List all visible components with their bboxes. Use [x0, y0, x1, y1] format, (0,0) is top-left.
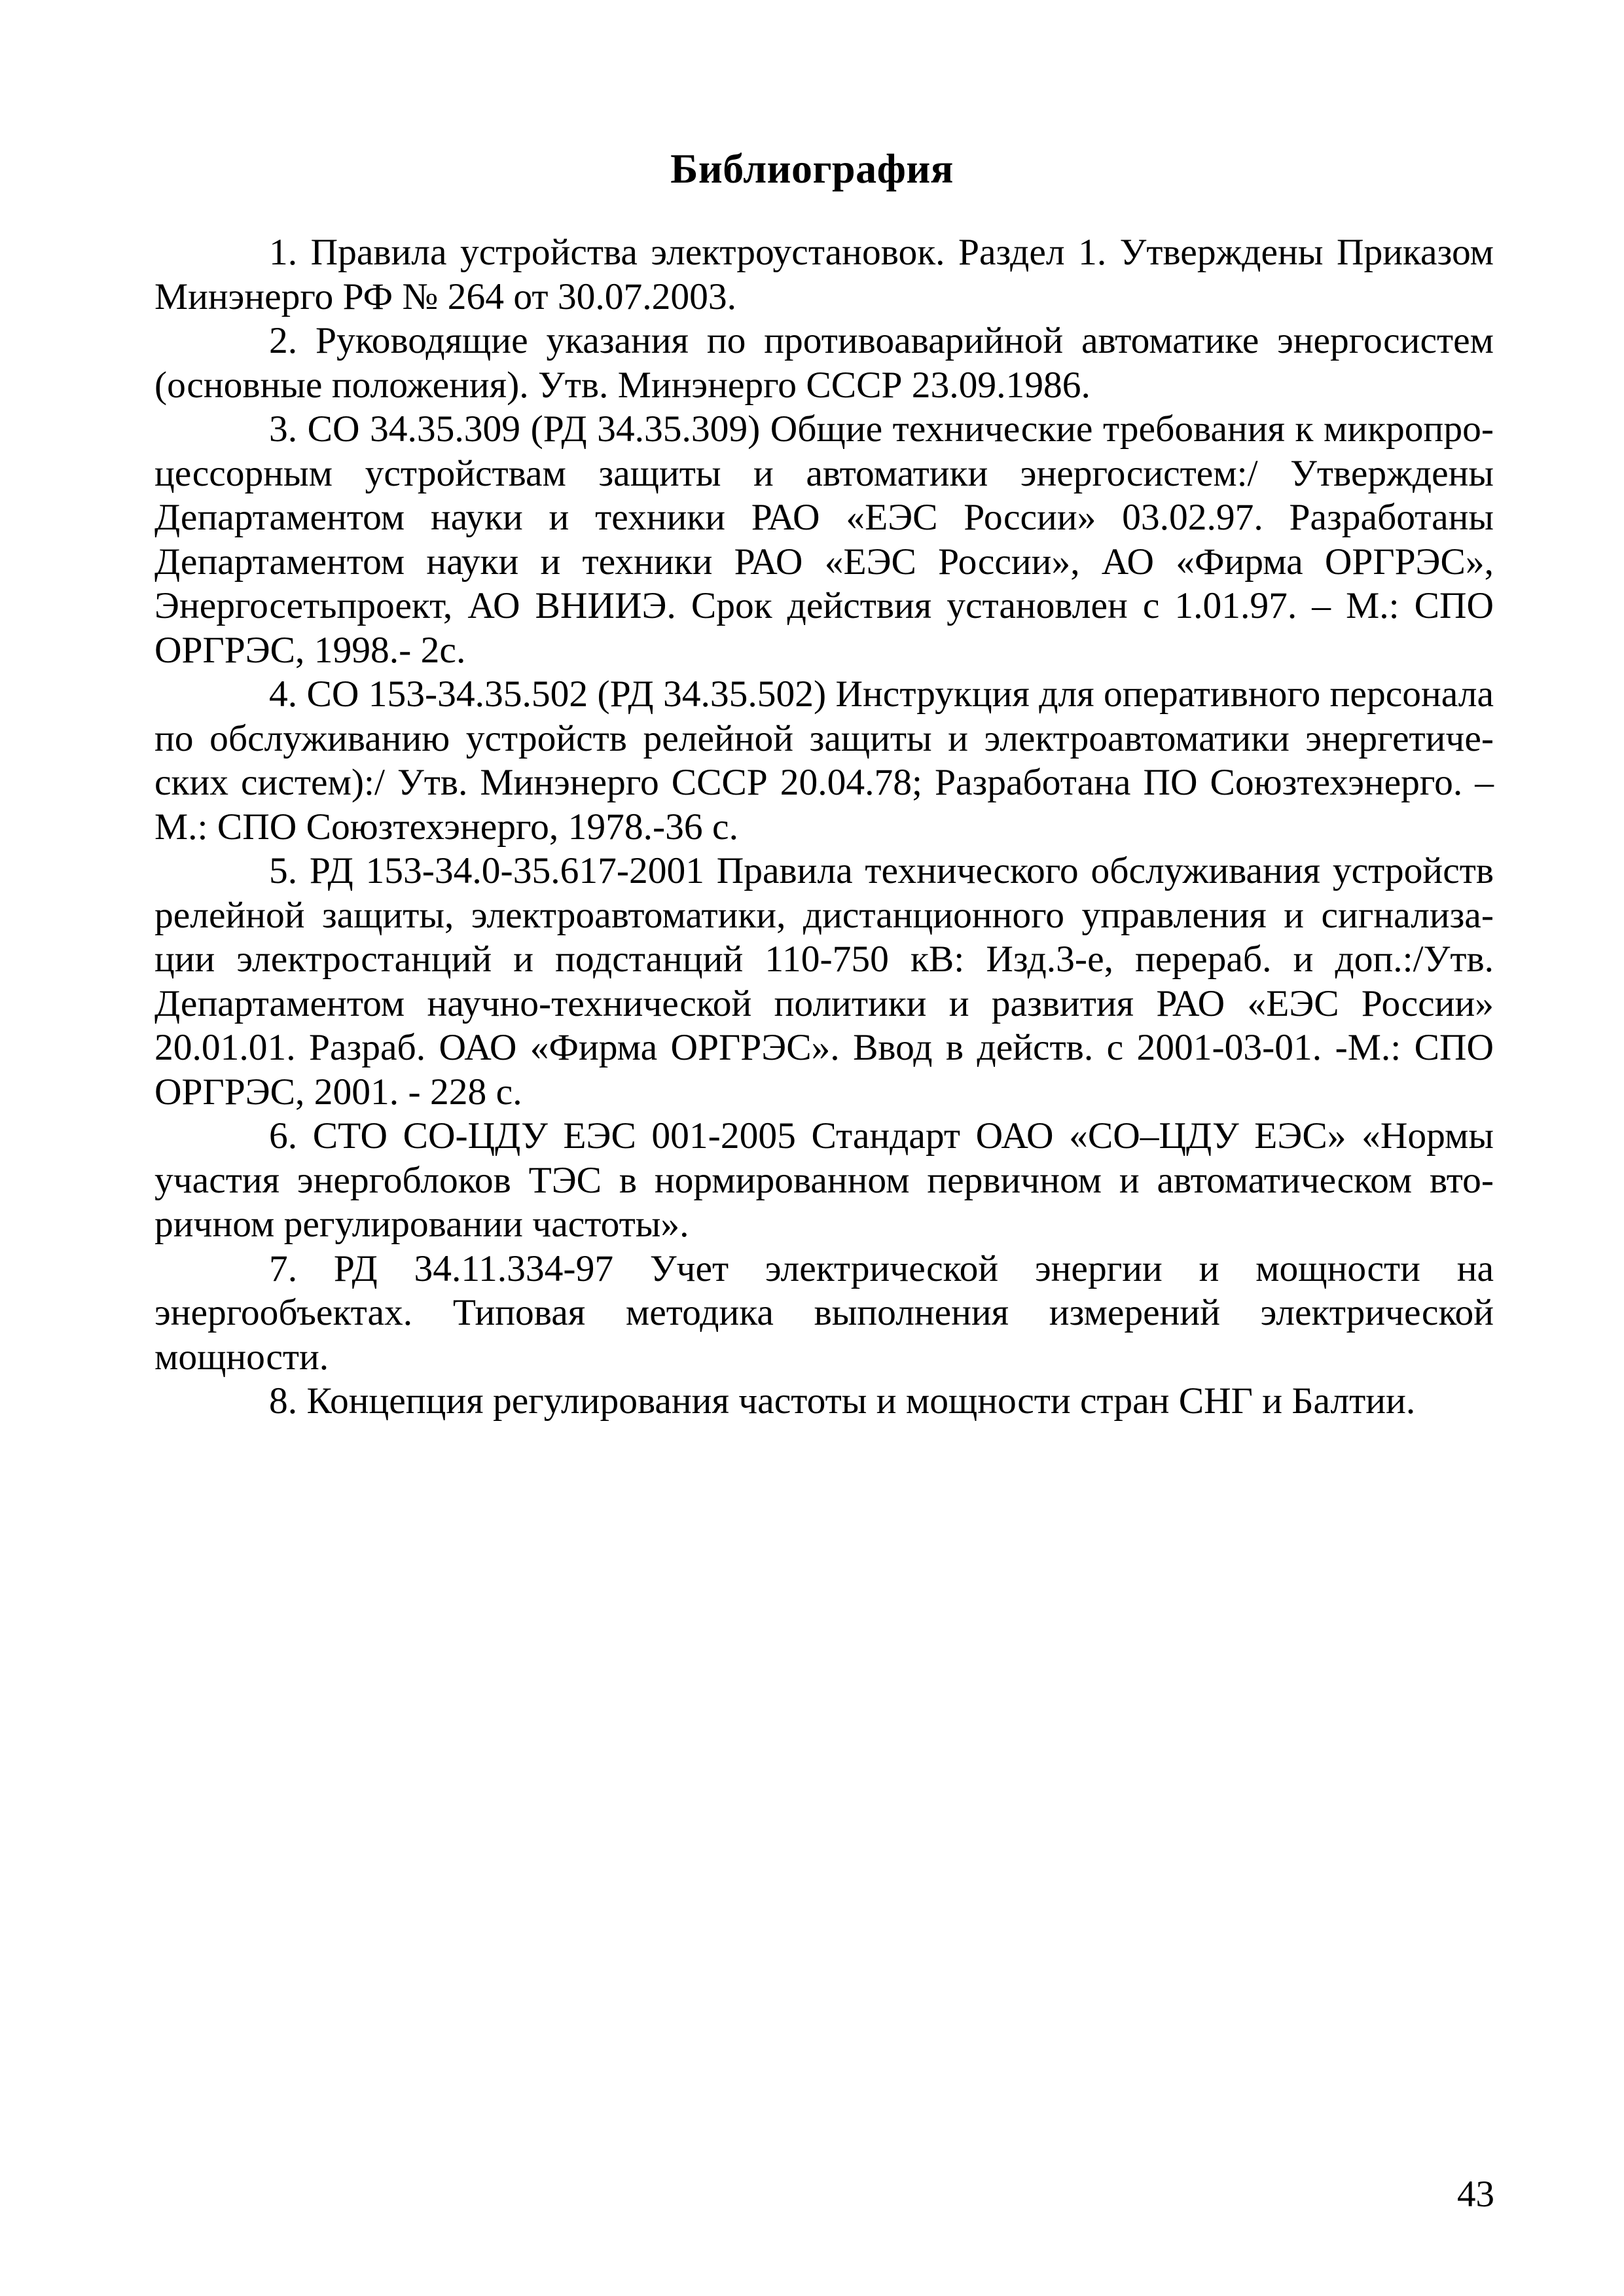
- bibliography-list: [154, 230, 1494, 1424]
- bibliography-entry-6: 6. СТО СО-ЦДУ ЕЭС 001-2005 Стандарт ОАО «СО–ЦДУ ЕЭС» «Нормы участия энергоблоков ТЭС в нормированном первичном и автоматическом вторичном регулировании частоты».: [154, 1115, 1494, 1245]
- bibliography-entry-7: 7. РД 34.11.334-97 Учет электрической энергии и мощности на энергообъектах. Типовая методика выполнения измерений электрической мощности.: [154, 1247, 1494, 1378]
- bibliography-entry-5: 5. РД 153-34.0-35.617-2001 Правила технического обслуживания устройств релейной защиты, электроавтоматики, дистанционного управления и сигнализации электростанций и подстанций 110-750 кВ: Изд.3-е, перераб. и доп.:/Утв. Департаментом научно-технической политики и развития РАО «ЕЭС России» 20.01.01. Разраб. ОАО «Фирма ОРГРЭС». Ввод в действ. с 2001-03-01. -М.: СПО ОРГРЭС, 2001. - 228 с.: [154, 850, 1494, 1113]
- page-number: 43: [1457, 2174, 1494, 2215]
- bibliography-entry-8: 8. Концепция регулирования частоты и мощности стран СНГ и Балтии.: [269, 1380, 1416, 1422]
- bibliography-entry-2: 2. Руководящие указания по противоаварийной автоматике энергосистем (основные положения). Утв. Минэнерго СССР 23.09.1986.: [154, 320, 1494, 406]
- bibliography-entry-1: 1. Правила устройства электроустановок. Раздел 1. Утверждены Приказом Минэнерго РФ № 264 от 30.07.2003.: [154, 232, 1494, 317]
- bibliography-entry-3: 3. СО 34.35.309 (РД 34.35.309) Общие технические требования к микропроцессорным устройствам защиты и автоматики энергосистем:/ Утверждены Департаментом науки и техники РАО «ЕЭС России» 03.02.97. Разработаны Департаментом науки и техники РАО «ЕЭС России», АО «Фирма ОРГРЭС», Энергосетьпроект, АО ВНИИЭ. Срок действия установлен с 1.01.97. – М.: СПО ОРГРЭС, 1998.- 2с.: [154, 408, 1494, 671]
- bibliography-entry-4: 4. СО 153-34.35.502 (РД 34.35.502) Инструкция для оперативного персонала по обслуживанию устройств релейной защиты и электроавтоматики энергетических систем):/ Утв. Минэнерго СССР 20.04.78; Разработана ПО Союзтехэнерго. – М.: СПО Союзтехэнерго, 1978.-36 с.: [154, 673, 1494, 848]
- page-title: Библиография: [670, 145, 954, 192]
